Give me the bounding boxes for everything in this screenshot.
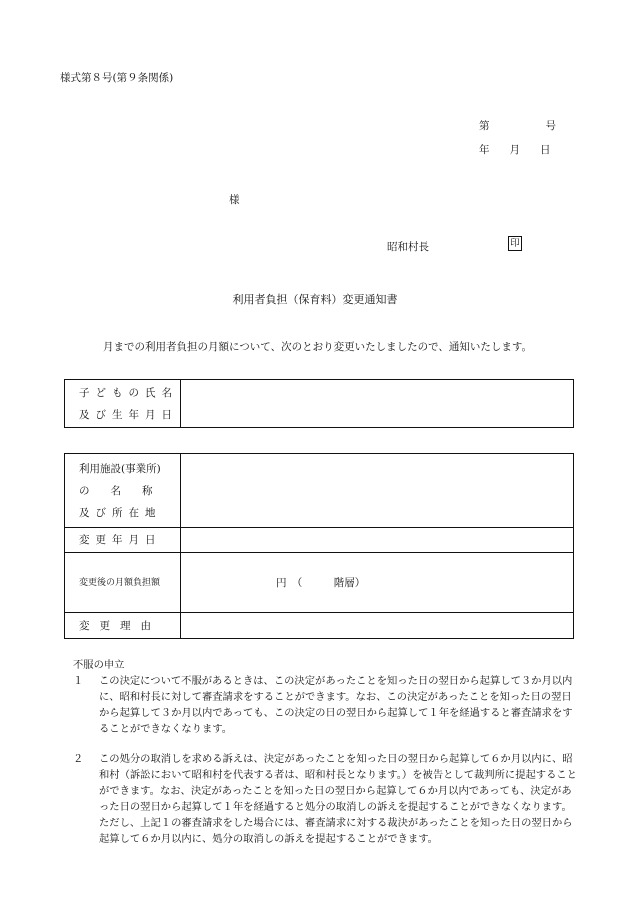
facility-label-2: の 名 称 [79, 484, 153, 497]
appeal-item-2-text: この処分の取消しを求める訴えは、決定があったことを知った日の翌日から起算して６か月以内に、昭和村（訴訟において昭和村を代表する者は、昭和村長となります。）を被告として裁判所に提起することができます。なお、決定があったことを知った日の翌日から起算して６か月以内であっても、決定があった日の翌日から起算して１年を経過すると処分の取消しの訴えを提起することができなくなります。ただし、上記１の審査請求をした場合には、審査請求に対する裁決があったことを知った日の翌日から起算して６か月以内に、処分の取消しの訴えを提起することができます。 [99, 753, 577, 845]
table-row [65, 380, 574, 428]
change-date-value[interactable] [181, 528, 574, 553]
table-row [65, 454, 574, 528]
appeal-item-2 [73, 751, 578, 847]
child-name-label-cell [65, 380, 181, 428]
details-table [64, 453, 574, 639]
facility-label-3: 及び所在地 [79, 506, 162, 519]
child-name-value[interactable] [181, 380, 574, 428]
date-day: 日 [540, 144, 551, 156]
document-number-line [479, 118, 556, 133]
appeal-heading: 不服の申立 [73, 659, 125, 671]
reason-label-cell [65, 613, 181, 639]
change-date-label-cell [65, 528, 181, 553]
new-amount-value[interactable]: 円 （ 階層） [181, 553, 574, 613]
child-birth-label: 及び生年月日 [79, 408, 178, 421]
date-line [479, 142, 551, 157]
reason-label: 変更理由 [79, 619, 161, 632]
appeal-item-2-number: ２ [73, 753, 84, 765]
facility-value[interactable] [181, 454, 574, 528]
seal-mark: 印 [508, 236, 522, 251]
facility-label-1: 利用施設(事業所) [79, 462, 161, 475]
form-number: 様式第８号(第９条関係) [60, 72, 174, 84]
issuer-name: 昭和村長 [387, 241, 429, 253]
date-month: 月 [509, 144, 520, 156]
table-row [65, 528, 574, 553]
appeal-notice [73, 657, 578, 847]
table-row [65, 613, 574, 639]
new-amount-label: 変更後の月額負担額 [79, 577, 161, 588]
addressee: 様 [229, 194, 240, 206]
reason-value[interactable] [181, 613, 574, 639]
change-date-label: 変更年月日 [79, 534, 162, 546]
number-suffix: 号 [545, 120, 556, 132]
appeal-item-1-number: １ [73, 675, 84, 687]
appeal-item-1-text: この決定について不服があるときは、この決定があったことを知った日の翌日から起算して３か月以内に、昭和村長に対して審査請求をすることができます。なお、この決定があったことを知った日の翌日から起算して３か月以内であっても、この決定の日の翌日から起算して１年を経過すると審査請求をすることができなくなります。 [99, 675, 573, 735]
facility-label-cell [65, 454, 181, 528]
child-name-label: 子どもの氏名 [79, 386, 178, 399]
date-year: 年 [479, 144, 490, 156]
document-title: 利用者負担（保育料）変更通知書 [232, 293, 398, 306]
intro-text: 月までの利用者負担の月額について、次のとおり変更いたしましたので、通知いたします。 [103, 341, 533, 353]
appeal-item-1 [73, 673, 578, 737]
new-amount-label-cell [65, 553, 181, 613]
number-prefix: 第 [479, 120, 490, 132]
table-row [65, 553, 574, 613]
child-info-table [64, 379, 574, 428]
